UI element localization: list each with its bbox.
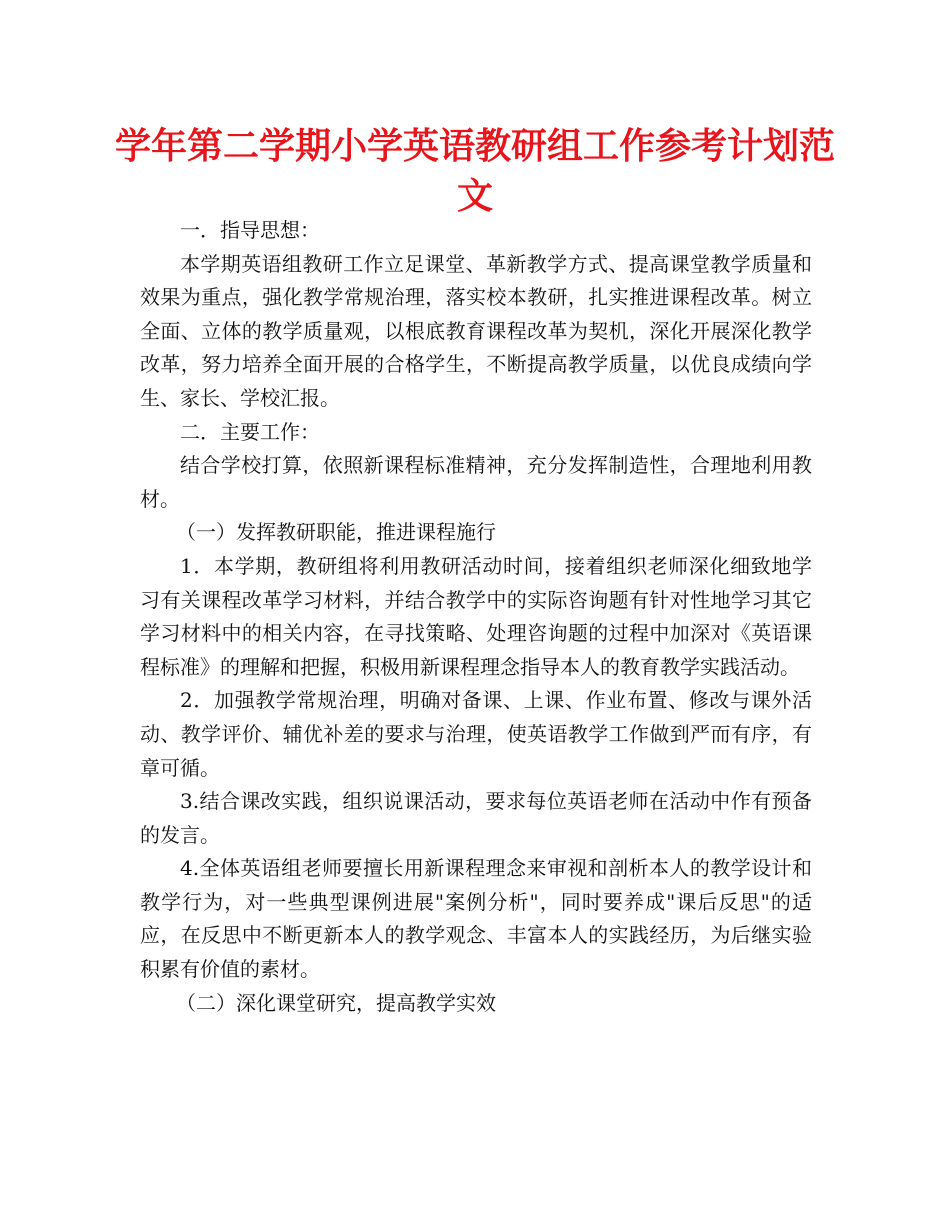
paragraph: 2．加强教学常规治理，明确对备课、上课、作业布置、修改与课外活动、教学评价、辅优补差的要求与治理，使英语教学工作做到严而有序，有章可循。	[140, 688, 812, 780]
section-heading-main-work: 二．主要工作：	[180, 419, 320, 444]
section-heading-guiding-thought: 一．指导思想：	[180, 218, 320, 242]
subsection-heading-2: （二）深化课堂研究，提高教学实效	[176, 990, 496, 1015]
document-title: 学年第二学期小学英语教研组工作参考计划范文	[114, 126, 835, 217]
paragraph: 3.结合课改实践，组织说课活动，要求每位英语老师在活动中作有预备的发言。	[140, 789, 812, 847]
document-body	[140, 214, 812, 1020]
paragraph: 1．本学期，教研组将利用教研活动时间，接着组织老师深化细致地学习有关课程改革学习材料，并结合教学中的实际咨询题有针对性地学习其它学习材料中的相关内容，在寻找策略、处理咨询题的过程中加深对《英语课程标准》的理解和把握，积极用新课程理念指导本人的教育教学实践活动。	[140, 553, 812, 679]
paragraph: 4.全体英语组老师要擅长用新课程理念来审视和剖析本人的教学设计和教学行为，对一些典型课例进展"案例分析"，同时要养成"课后反思"的适应，在反思中不断更新本人的教学观念、丰富本人的实践经历，为后继实验积累有价值的素材。	[140, 856, 812, 982]
paragraph: 结合学校打算，依照新课程标准精神，充分发挥制造性，合理地利用教材。	[140, 453, 812, 511]
paragraph: 本学期英语组教研工作立足课堂、革新教学方式、提高课堂教学质量和效果为重点，强化教学常规治理，落实校本教研，扎实推进课程改革。树立全面、立体的教学质量观，以根底教育课程改革为契机，深化开展深化教学改革，努力培养全面开展的合格学生，不断提高教学质量，以优良成绩向学生、家长、学校汇报。	[140, 251, 812, 410]
subsection-heading-1: （一）发挥教研职能，推进课程施行	[176, 520, 496, 545]
